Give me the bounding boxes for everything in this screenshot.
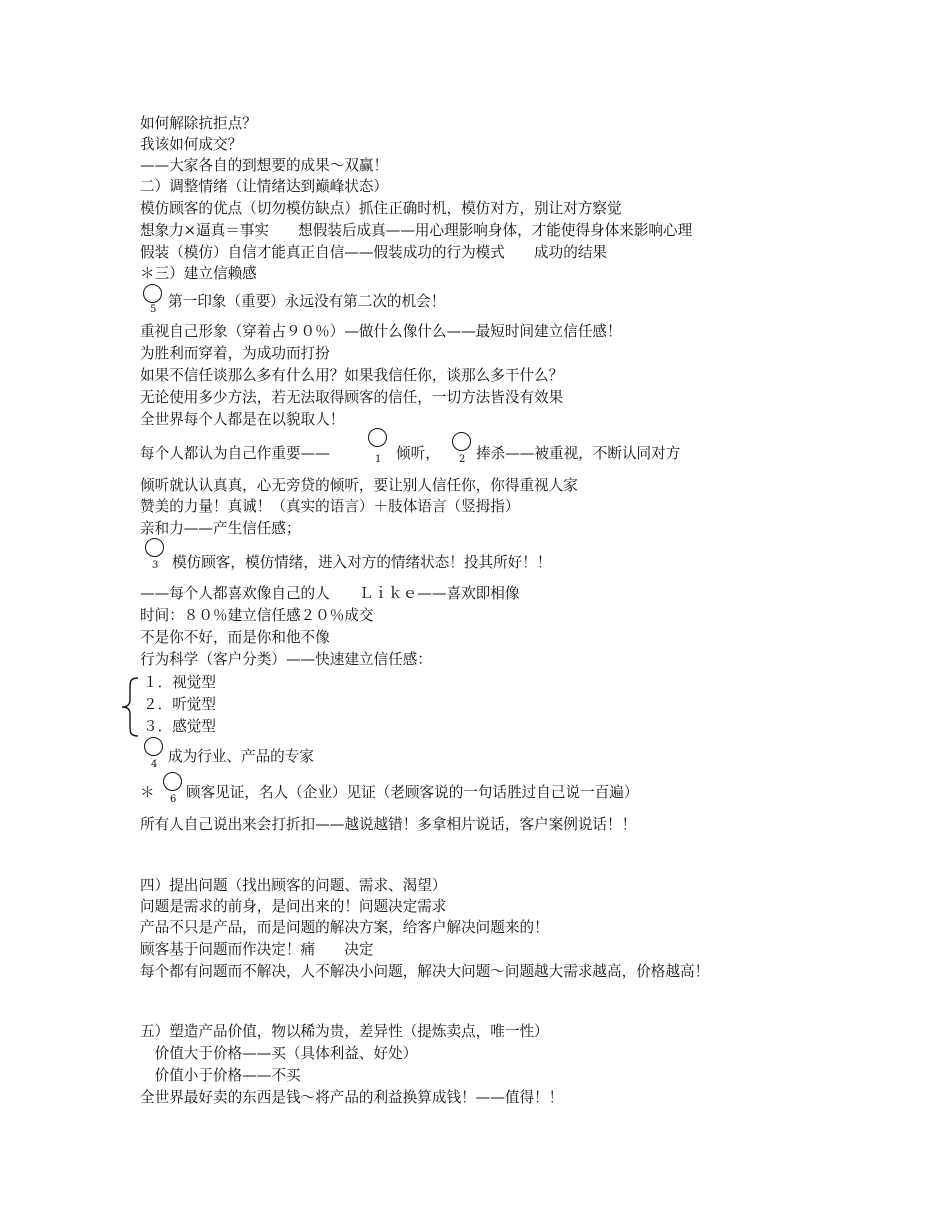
text-line: 重视自己形象（穿着占９０％）—做什么像什么——最短时间建立信任感！ bbox=[140, 323, 622, 340]
text-line: 所有人自己说出来会打折扣——越说越错！多拿相片说话，客户案例说话！！ bbox=[140, 816, 637, 833]
text-line: 假装（模仿）自信才能真正自信——假装成功的行为模式 成功的结果 bbox=[140, 244, 608, 261]
text-line: 赞美的力量！真诚！（真实的语言）＋肢体语言（竖拇指） bbox=[140, 498, 520, 515]
circle-marker-icon bbox=[452, 432, 471, 451]
text-line: 全世界最好卖的东西是钱～将产品的利益换算成钱！——值得！！ bbox=[140, 1089, 564, 1106]
text-line: 我该如何成交？ bbox=[140, 136, 243, 153]
text-line: 捧杀——被重视，不断认同对方 bbox=[476, 445, 681, 462]
text-line: 模仿顾客的优点（切勿模仿缺点）抓住正确时机，模仿对方，别让对方察觉 bbox=[140, 200, 622, 217]
text-line: 价值小于价格——不买 bbox=[140, 1067, 301, 1084]
text-line: 顾客基于问题而作决定！痛 决定 bbox=[140, 941, 374, 958]
circle-marker-icon bbox=[143, 284, 162, 303]
section-heading: 二）调整情绪（让情绪达到巅峰状态） bbox=[140, 178, 389, 195]
text-line: 每个都有问题而不解决，人不解决小问题，解决大问题～问题越大需求越高，价格越高！ bbox=[140, 963, 710, 980]
text-line: 产品不只是产品，而是问题的解决方案，给客户解决问题来的！ bbox=[140, 919, 549, 936]
text-line: ——每个人都喜欢像自己的人 Ｌｉｋｅ——喜欢即相像 bbox=[140, 585, 520, 602]
circle-number: 5 bbox=[150, 304, 157, 315]
circle-number: 4 bbox=[151, 759, 158, 770]
text-line: 模仿顾客，模仿情绪，进入对方的情绪状态！投其所好！！ bbox=[172, 554, 552, 571]
circle-marker-icon bbox=[163, 772, 182, 791]
text-line: 顾客见证，名人（企业）见证（老顾客说的一句话胜过自己说一百遍） bbox=[186, 784, 639, 801]
text-line: 第一印象（重要）永远没有第二次的机会！ bbox=[168, 293, 446, 310]
text-line: 倾听， bbox=[396, 445, 440, 462]
text-line: 为胜利而穿着，为成功而打扮 bbox=[140, 345, 330, 362]
circle-number: 1 bbox=[375, 454, 382, 465]
section-heading: 五）塑造产品价值，物以稀为贵，差异性（提炼卖点，唯一性） bbox=[140, 1023, 549, 1040]
list-item: ２．听觉型 bbox=[143, 696, 216, 713]
text-line: 亲和力——产生信任感； bbox=[140, 520, 301, 537]
text-line: 全世界每个人都是在以貌取人！ bbox=[140, 411, 345, 428]
curly-brace-icon bbox=[118, 676, 144, 738]
circle-marker-icon bbox=[368, 428, 387, 447]
section-heading: 四）提出问题（找出顾客的问题、需求、渴望） bbox=[140, 877, 447, 894]
circle-number: 6 bbox=[170, 794, 177, 805]
text-line: 如何解除抗拒点？ bbox=[140, 115, 257, 132]
star-marker: ＊ bbox=[140, 784, 155, 801]
text-line: 行为科学（客户分类）——快速建立信任感： bbox=[140, 651, 432, 668]
list-item: １．视觉型 bbox=[143, 674, 216, 691]
text-line: 每个人都认为自己作重要—— bbox=[140, 445, 330, 462]
list-item: ３．感觉型 bbox=[143, 718, 216, 735]
text-line: 无论使用多少方法，若无法取得顾客的信任，一切方法皆没有效果 bbox=[140, 389, 564, 406]
section-heading: ＊三）建立信赖感 bbox=[140, 265, 257, 282]
text-line: 问题是需求的前身，是问出来的！问题决定需求 bbox=[140, 898, 447, 915]
circle-marker-icon bbox=[145, 538, 164, 557]
text-line: 成为行业、产品的专家 bbox=[168, 748, 314, 765]
circle-marker-icon bbox=[144, 737, 163, 756]
text-line: 想象力×逼真＝事实 想假装后成真——用心理影响身体，才能使得身体来影响心理 bbox=[140, 222, 693, 239]
text-line: ——大家各自的到想要的成果～双赢！ bbox=[140, 157, 389, 174]
text-line: 倾听就认认真真，心无旁贷的倾听，要让别人信任你，你得重视人家 bbox=[140, 477, 578, 494]
circle-number: 3 bbox=[152, 560, 159, 571]
circle-number: 2 bbox=[459, 454, 466, 465]
text-line: 时间：８０％建立信任感２０％成交 bbox=[140, 607, 374, 624]
text-line: 如果不信任谈那么多有什么用？如果我信任你，谈那么多干什么？ bbox=[140, 367, 564, 384]
text-line: 不是你不好，而是你和他不像 bbox=[140, 629, 330, 646]
text-line: 价值大于价格——买（具体利益、好处） bbox=[140, 1045, 418, 1062]
